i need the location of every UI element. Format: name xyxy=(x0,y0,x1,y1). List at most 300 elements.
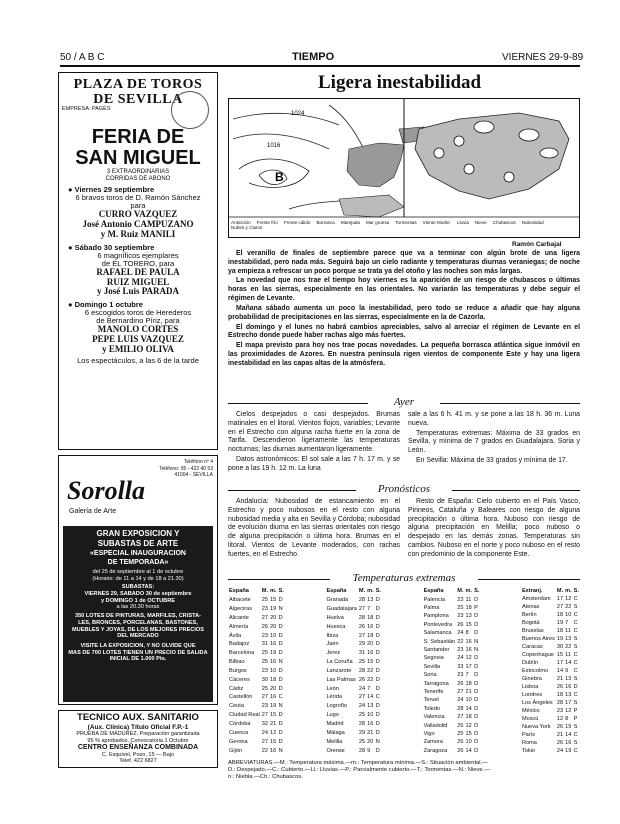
value-cell: 25 xyxy=(358,712,366,719)
table-row xyxy=(228,597,285,606)
value-cell: 25 xyxy=(457,730,464,737)
city-cell: Caracas xyxy=(521,644,543,651)
article-paragraph: El mapa previsto para hoy nos trae pocas novedades. La pequeña borrasca atlántica sigue inmóvil en las proximidades de Azores. En nuestra península rigen vientos de componente Este y hay una ligera inestabilidad en las capas altas de la atmósfera. xyxy=(228,342,580,367)
city-cell: Cádiz xyxy=(229,685,244,692)
table-row xyxy=(423,638,481,646)
day2-torero-1: RAFAEL DE PAULA xyxy=(96,266,180,277)
value-cell: 19 xyxy=(565,724,572,731)
value-cell: 24 xyxy=(457,655,464,662)
value-cell: 28 xyxy=(457,705,464,712)
value-cell: D xyxy=(474,630,479,637)
city-cell: Salamanca xyxy=(423,630,452,637)
sorolla-line-14: DEL MERCADO xyxy=(117,633,159,640)
table-row xyxy=(325,632,382,641)
bullring-title-1: PLAZA DE TOROS xyxy=(73,77,203,92)
value-cell: 7 xyxy=(367,685,371,692)
city-cell: México xyxy=(521,708,540,715)
table-row xyxy=(325,694,382,703)
value-cell: D xyxy=(474,621,479,628)
value-cell: 31 xyxy=(261,641,269,648)
value-cell: 28 xyxy=(358,747,366,754)
value-cell: 32 xyxy=(261,720,269,727)
city-cell: León xyxy=(326,685,339,692)
sorolla-auction-panel xyxy=(63,526,213,702)
city-cell: Bogotá xyxy=(521,620,540,627)
value-cell: C xyxy=(573,620,578,627)
value-cell: D xyxy=(278,676,283,683)
value-cell: P xyxy=(474,605,478,612)
legend-item: Nieve xyxy=(474,220,487,225)
table-row xyxy=(423,739,481,747)
value-cell: 28 xyxy=(358,614,366,621)
table-row xyxy=(521,620,580,628)
city-cell: Santander xyxy=(423,647,450,653)
value-cell: 20 xyxy=(270,623,277,630)
value-cell: D xyxy=(375,729,380,736)
day3-torero-1: MANOLO CORTES xyxy=(97,324,179,335)
city-cell: París xyxy=(521,732,535,739)
value-cell: 12 xyxy=(556,716,564,723)
value-cell: 10 xyxy=(270,667,277,674)
svg-text:B: B xyxy=(275,170,284,184)
value-cell: D xyxy=(375,606,380,613)
city-cell: Estocolmo xyxy=(521,668,549,675)
value-cell: D xyxy=(474,747,479,754)
day1-para: para xyxy=(130,201,146,211)
city-cell: Lanzarote xyxy=(326,667,352,674)
city-cell: Gijón xyxy=(229,747,243,754)
sorolla-line-10: a las 20.30 horas xyxy=(116,604,160,611)
africa-coast-icon xyxy=(339,195,404,217)
value-cell: 16 xyxy=(367,720,374,727)
value-cell: 25 xyxy=(358,738,366,745)
city-cell: Logroño xyxy=(326,703,347,710)
value-cell: 15 xyxy=(270,597,277,604)
value-cell: 21 xyxy=(367,729,374,736)
value-cell: 15 xyxy=(556,652,564,659)
city-cell: Palma xyxy=(423,605,440,612)
value-cell: 13 xyxy=(565,636,572,643)
table-row xyxy=(228,650,285,659)
value-cell: S xyxy=(573,636,578,643)
table-row xyxy=(325,641,382,650)
value-cell: 13 xyxy=(367,597,374,604)
table-row xyxy=(423,622,481,630)
tecnico-line-5: CENTRO ENSEÑANZA COMBINADA xyxy=(77,744,199,752)
value-cell: 24 xyxy=(457,630,464,637)
table-row xyxy=(521,692,580,700)
value-cell: 12 xyxy=(270,729,277,736)
value-cell: 22 xyxy=(565,604,572,611)
table-row xyxy=(325,606,382,615)
value-cell: N xyxy=(278,606,283,613)
value-cell: 14 xyxy=(565,732,572,739)
city-cell: Alicante xyxy=(229,614,249,621)
tecnico-line-2: (Aux. Clínica) Título Oficial F.P.-1 xyxy=(87,723,189,731)
value-cell: 16 xyxy=(270,659,277,666)
city-cell: Córdoba xyxy=(229,720,251,727)
value-cell: 28 xyxy=(358,597,366,604)
value-cell: C xyxy=(375,694,380,701)
value-cell: 11 xyxy=(465,596,472,603)
value-cell: 14 xyxy=(465,705,472,712)
value-cell: 23 xyxy=(261,703,269,710)
value-cell: 18 xyxy=(556,612,564,619)
headline: Ligera inestabilidad xyxy=(318,72,482,93)
table-header-row xyxy=(325,588,382,597)
value-cell: 23 xyxy=(261,606,269,613)
value-cell: 17 xyxy=(565,700,572,707)
table-row xyxy=(521,636,580,644)
table-row xyxy=(521,748,580,756)
ayer-astro: Datos astronómicos: El sol sale a las 7 h. 17 m. y se pone a las 19 h. 12 m. La luna xyxy=(228,456,400,472)
value-cell: 15 xyxy=(465,621,472,628)
sorolla-line-12: LES, BRONCES, PORCELANAS, BASTONES, xyxy=(78,619,198,626)
column-header: m. xyxy=(465,588,473,595)
value-cell: N xyxy=(278,703,283,710)
temperature-table xyxy=(423,588,481,756)
sorolla-logo: Sorolla xyxy=(67,476,146,505)
value-cell: 16 xyxy=(465,647,472,653)
legend-item: Marejada xyxy=(340,220,360,225)
value-cell: D xyxy=(375,667,380,674)
city-cell: La Coruña xyxy=(326,659,353,666)
value-cell: 20 xyxy=(270,685,277,692)
value-cell: 7 xyxy=(465,672,469,679)
bull-emblem-icon xyxy=(171,91,209,129)
table-row xyxy=(228,712,285,721)
value-cell: D xyxy=(278,597,283,604)
value-cell: 27 xyxy=(358,694,366,701)
column-header: M. xyxy=(261,588,269,595)
temperature-table xyxy=(521,588,580,756)
article-paragraph: El veranillo de finales de septiembre parece que va a terminar con algún brote de una ligera inestabilidad, pero nada más. Seguirá bajo un cielo radiante y temperaturas diurnas veraniegas; de noche ya empieza a refrescar un poco porque se trata ya del otoño y las noches son más largas. xyxy=(228,250,580,275)
value-cell: 18 xyxy=(367,614,374,621)
value-cell: D xyxy=(474,697,479,704)
bullring-empresa: EMPRESA: PAGÉS xyxy=(62,106,111,113)
table-row xyxy=(423,697,481,705)
city-cell: Almería xyxy=(229,623,249,630)
table-row xyxy=(423,689,481,697)
value-cell: 23 xyxy=(457,596,464,603)
value-cell: D xyxy=(375,703,380,710)
sorolla-line-2: SUBASTAS DE ARTE xyxy=(97,538,179,548)
city-cell: Burgos xyxy=(229,667,247,674)
forecast-article xyxy=(228,250,580,370)
sorolla-line-8: VIERNES 29, SABADO 30 de septiembre xyxy=(84,591,192,598)
value-cell: D xyxy=(375,632,380,639)
abono-line-1: 3 EXTRAORDINARIAS xyxy=(106,169,170,176)
value-cell: N xyxy=(375,738,380,745)
value-cell: 22 xyxy=(367,667,374,674)
city-cell: Teruel xyxy=(423,697,439,704)
sorolla-line-7: SUBASTAS: xyxy=(121,584,155,591)
value-cell: D xyxy=(278,623,283,630)
value-cell: 33 xyxy=(457,663,464,670)
value-cell: 26 xyxy=(358,623,366,630)
sorolla-line-5: del 25 de septiembre al 1 de octubre xyxy=(92,568,184,575)
value-cell: 16 xyxy=(270,694,277,701)
value-cell: 12 xyxy=(465,722,472,729)
table-row xyxy=(325,720,382,729)
sorolla-line-9: y DOMINGO 1 de OCTUBRE xyxy=(101,597,175,604)
value-cell: D xyxy=(278,614,283,621)
day3-torero-2: PEPE LUIS VAZQUEZ xyxy=(92,333,184,344)
value-cell: 13 xyxy=(367,703,374,710)
value-cell: 26 xyxy=(457,722,464,729)
table-row xyxy=(228,676,285,685)
table-row xyxy=(228,747,285,756)
map-legend xyxy=(231,220,577,231)
sorolla-contact xyxy=(159,459,213,479)
pronostico-andalucia: Andalucía: Nubosidad de estancamiento en el Estrecho y poco nubosos en el resto con alguna nubosidad media y alta en Sevilla y Córdoba; nubosidad de evolución diurna en las sierras orientales con riesgo de alguna precipitación o última hora. Brumas en el litoral. Vientos de Levante moderados, con rachas fuertes, en el Estrecho. xyxy=(228,498,400,558)
value-cell: 15 xyxy=(465,730,472,737)
value-cell: 22 xyxy=(261,747,269,754)
column-header: España xyxy=(326,588,347,595)
value-cell: D xyxy=(474,613,479,620)
bullring-title-2: DE SEVILLA xyxy=(93,92,183,108)
value-cell: 16 xyxy=(565,684,572,691)
value-cell: 19 xyxy=(556,636,564,643)
value-cell: D xyxy=(375,720,380,727)
value-cell: N xyxy=(278,659,283,666)
value-cell: 26 xyxy=(556,684,564,691)
tecnico-line-4: 95 % aprobados. Convocatoria 1 Octubre xyxy=(87,737,189,744)
day3-desc-1: 6 escogidos toros de Herederos xyxy=(84,308,192,318)
table-row xyxy=(423,672,481,680)
value-cell: C xyxy=(278,694,283,701)
column-header: España xyxy=(423,588,444,595)
ayer-title: Ayer xyxy=(368,396,440,408)
table-row xyxy=(228,694,285,703)
value-cell: 24 xyxy=(358,703,366,710)
value-cell: 15 xyxy=(270,712,277,719)
ayer-moon: sale a las 6 h. 41 m. y se pone a las 18 h. 36 m. Luna nueva. xyxy=(408,411,580,427)
legend-item: Mar gruesa xyxy=(365,220,390,225)
table-row xyxy=(228,703,285,712)
column-header: m. xyxy=(270,588,277,595)
value-cell: 11 xyxy=(565,628,571,635)
city-cell: Palencia xyxy=(423,596,446,603)
table-header-row xyxy=(423,588,481,596)
header-rule xyxy=(60,65,580,67)
value-cell: 27 xyxy=(457,688,464,695)
day2-torero-2: RUIZ MIGUEL xyxy=(106,276,170,287)
city-cell: Soria xyxy=(423,672,437,679)
value-cell: 21 xyxy=(270,720,277,727)
table-row xyxy=(423,630,481,638)
table-row xyxy=(521,612,580,620)
value-cell: 8 xyxy=(565,716,569,723)
tecnico-line-7: Telef. 422 6827 xyxy=(119,758,157,765)
abbrev-line-1: ABREVIATURAS.—M.: Temperatura máxima.—m.: Temperatura mínima.—S.: Situación ambiental.— xyxy=(228,760,488,766)
value-cell: 27 xyxy=(261,614,269,621)
temperature-tables xyxy=(228,588,580,756)
value-cell: D xyxy=(375,712,380,719)
city-cell: Londres xyxy=(521,692,543,699)
table-row xyxy=(325,659,382,668)
value-cell: 25 xyxy=(261,685,269,692)
value-cell: N xyxy=(474,647,479,653)
ayer-column-2 xyxy=(408,411,580,467)
city-cell: Pamplona xyxy=(423,613,449,620)
legend-item: Nubosidad xyxy=(521,220,544,225)
city-cell: Vigo xyxy=(423,730,435,737)
abbreviations xyxy=(228,760,580,782)
value-cell: D xyxy=(375,597,380,604)
legend-item: Nubes y Claros xyxy=(231,225,263,231)
sorolla-phone-1: Teléfono nº 4 xyxy=(183,459,213,465)
value-cell: 7 xyxy=(565,620,569,627)
legend-item: Frente cálido xyxy=(283,220,311,225)
value-cell: 18 xyxy=(465,680,472,687)
value-cell: 23 xyxy=(261,667,269,674)
value-cell: 19 xyxy=(565,748,572,755)
tecnico-line-6: C. Esquivel, Pozo, 15 — Bajo xyxy=(101,752,175,759)
value-cell: 12 xyxy=(565,596,572,603)
value-cell: 18 xyxy=(465,714,472,721)
day2-date: ● Sábado 30 septiembre xyxy=(68,242,155,252)
table-row xyxy=(521,628,580,636)
day1-date: ● Viernes 29 septiembre xyxy=(68,185,155,195)
value-cell: 22 xyxy=(457,638,464,645)
value-cell: 26 xyxy=(457,621,464,628)
value-cell: 27 xyxy=(261,712,269,719)
value-cell: 19 xyxy=(556,620,564,627)
value-cell: 16 xyxy=(367,623,374,630)
table-row xyxy=(521,740,580,748)
table-header-row xyxy=(228,588,285,597)
table-row xyxy=(228,738,285,747)
sorolla-line-13: MUEBLES Y JOYAS, DE LOS MEJORES PRECIOS xyxy=(71,626,204,633)
legend-item: Anticiclón xyxy=(231,220,251,225)
column-header: M. xyxy=(556,588,564,595)
day3-torero-3: y EMILIO OLIVA xyxy=(102,343,174,354)
table-row xyxy=(423,680,481,688)
value-cell: 18 xyxy=(556,628,564,635)
table-row xyxy=(325,747,382,756)
tecnico-line-3: PRUEBA DE MADUREZ. Preparación garantizada xyxy=(76,731,200,738)
value-cell: 28 xyxy=(556,700,564,707)
table-row xyxy=(325,650,382,659)
table-row xyxy=(521,684,580,692)
value-cell: D xyxy=(278,641,283,648)
sorolla-line-11: 350 LOTES DE PINTURAS, MARFILES, CRISTA- xyxy=(74,613,202,620)
value-cell: 24 xyxy=(261,729,269,736)
sorolla-line-3: «ESPECIAL INAUGURACION xyxy=(90,550,186,558)
column-header: S. xyxy=(573,588,579,595)
temps-title: Temperaturas extremas xyxy=(330,572,478,584)
city-cell: Madrid xyxy=(326,720,344,727)
day1-desc: 6 bravos toros de D. Ramón Sánchez xyxy=(75,193,201,203)
sorolla-line-15: VISITE LA EXPOSICION, Y NO OLVIDE QUE xyxy=(80,643,196,649)
value-cell: D xyxy=(375,650,380,657)
city-cell: Atenas xyxy=(521,604,540,611)
table-row xyxy=(325,667,382,676)
table-row xyxy=(521,732,580,740)
table-row xyxy=(228,667,285,676)
table-row xyxy=(521,676,580,684)
value-cell: 16 xyxy=(270,641,277,648)
day2-torero-3: y José Luis PARADA xyxy=(96,286,180,297)
value-cell: D xyxy=(278,685,283,692)
pronosticos-column-2 xyxy=(408,498,580,561)
pronosticos-column-1 xyxy=(228,498,400,561)
value-cell: 27 xyxy=(261,694,269,701)
value-cell: 28 xyxy=(358,720,366,727)
column-header: S. xyxy=(375,588,381,595)
value-cell: 16 xyxy=(565,740,572,747)
table-row xyxy=(423,664,481,672)
value-cell: 12 xyxy=(465,655,472,662)
value-cell: 24 xyxy=(556,748,564,755)
table-row xyxy=(423,605,481,613)
value-cell: 9 xyxy=(565,668,569,675)
value-cell: 24 xyxy=(457,697,464,704)
city-cell: Ávila xyxy=(229,632,242,639)
value-cell: D xyxy=(474,663,479,670)
value-cell: D xyxy=(375,614,380,621)
city-cell: Jaén xyxy=(326,641,339,648)
city-cell: Nueva York xyxy=(521,724,551,731)
temps-section-header xyxy=(228,574,580,584)
value-cell: 19 xyxy=(270,650,277,657)
pronosticos-section-header xyxy=(228,485,580,495)
weather-maps xyxy=(228,98,580,238)
value-cell: 27 xyxy=(358,632,366,639)
table-row xyxy=(521,604,580,612)
legend-item: Viento Moder. xyxy=(422,220,451,225)
value-cell: 26 xyxy=(457,739,464,746)
table-row xyxy=(228,606,285,615)
value-cell: 31 xyxy=(358,650,366,657)
legend-item: Tormentas xyxy=(395,220,417,225)
value-cell: 14 xyxy=(556,668,564,675)
table-row xyxy=(325,712,382,721)
value-cell: S xyxy=(573,700,578,707)
city-cell: Dublín xyxy=(521,660,539,667)
temperature-table xyxy=(325,588,382,756)
iberia-outline-icon xyxy=(347,127,424,187)
value-cell: 16 xyxy=(367,650,374,657)
city-cell: Guadalajara xyxy=(326,606,357,613)
table-row xyxy=(325,685,382,694)
sorolla-line-16: MAS DE 700 LOTES TIENEN UN PRECIO DE SALIDA xyxy=(68,649,208,656)
value-cell: D xyxy=(474,714,479,721)
abbrev-line-3: n.: Niebla.—Ch.: Chubascos. xyxy=(228,774,303,781)
column-header: S. xyxy=(278,588,284,595)
value-cell: 21 xyxy=(556,676,564,683)
city-cell: Pontevedra xyxy=(423,621,453,628)
city-cell: Barcelona xyxy=(229,650,255,657)
value-cell: 22 xyxy=(565,644,572,651)
value-cell: 17 xyxy=(556,660,564,667)
table-row xyxy=(423,731,481,739)
value-cell: D xyxy=(474,655,479,662)
map-credit: Ramón Carbajal xyxy=(512,241,562,248)
article-paragraph: El domingo y el lunes no habrá cambios apreciables, salvo al arreciar el régimen de Levante en el Estrecho donde puede haber rachas algo más fuertes. xyxy=(228,323,580,340)
value-cell: D xyxy=(474,722,479,729)
pronosticos-title: Pronósticos xyxy=(356,483,452,495)
value-cell: C xyxy=(573,660,578,667)
day1-torero-3: y M. Ruiz MANILI xyxy=(100,228,176,239)
table-row xyxy=(325,738,382,747)
table-row xyxy=(521,708,580,716)
value-cell: P xyxy=(573,716,578,723)
city-cell: Roma xyxy=(521,740,537,747)
value-cell: C xyxy=(573,652,578,659)
value-cell: N xyxy=(474,638,479,645)
